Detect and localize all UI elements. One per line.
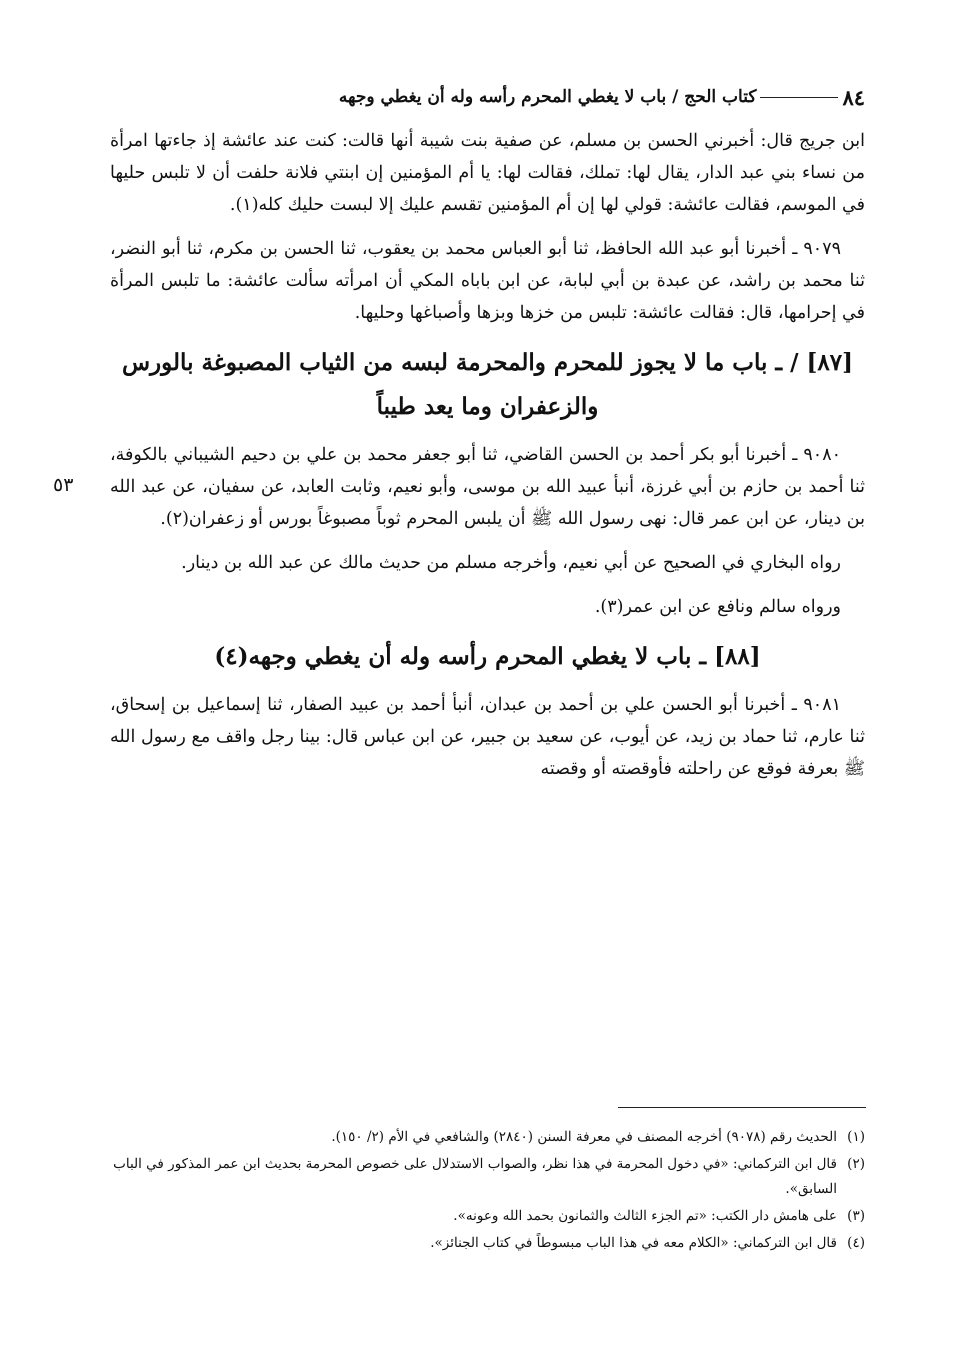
running-header xyxy=(95,82,865,112)
footnote-text: على هامش دار الكتب: «تم الجزء الثالث والثمانون بحمد الله وعونه». xyxy=(453,1208,837,1224)
hadith-9079: ٩٠٧٩ ـ أخبرنا أبو عبد الله الحافظ، ثنا أبو العباس محمد بن يعقوب، ثنا الحسن بن مكرم، ثنا أبو النضر، ثنا محمد بن راشد، عن عبدة بن أبي لبابة، عن ابن باباه المكي أن امرأته سألت عائشة: ما تلبس المرأة في إحرامها، قال: فقالت عائشة: تلبس من خزها وبزها وأصباغها وحليها. xyxy=(110,239,865,323)
chapter-heading-87: [٨٧] / ـ باب ما لا يجوز للمحرم والمحرمة لبسه من الثياب المصبوغة بالورس والزعفران وما يعد طيباً xyxy=(121,349,854,420)
footnote-separator xyxy=(618,1107,866,1108)
footnote-text: الحديث رقم (٩٠٧٨) أخرجه المصنف في معرفة السنن (٢٨٤٠) والشافعي في الأم (٢/ ١٥٠). xyxy=(331,1129,837,1145)
header-title: كتاب الحج / باب لا يغطي المحرم رأسه وله أن يغطي وجهه xyxy=(338,87,757,107)
footnote-text: قال ابن التركماني: «في دخول المحرمة في هذا نظر، والصواب الاستدلال على خصوص المحرمة بحديث ابن عمر المذكور في الباب السابق». xyxy=(113,1156,837,1197)
paragraph: ابن جريج قال: أخبرني الحسن بن مسلم، عن صفية بنت شيبة أنها قالت: كنت عند عائشة إذ جاءتها امرأة من نساء بني عبد الدار، يقال لها: تملك، فقالت لها: يا أم المؤمنين إن ابنتي فلانة حلفت أن لا تلبس حليها في الموسم، فقالت عائشة: قولي لها إن أم المؤمنين تقسم عليك إلا لبست حليك كله(١). xyxy=(110,131,865,215)
page-number: ٨٤ xyxy=(842,84,865,110)
paragraph: ورواه سالم ونافع عن ابن عمر(٣). xyxy=(594,597,841,617)
footnote xyxy=(110,1231,865,1256)
footnote-number: (١) xyxy=(847,1129,865,1145)
hadith-9081: ٩٠٨١ ـ أخبرنا أبو الحسن علي بن أحمد بن عبدان، أنبأ أحمد بن عبيد الصفار، ثنا إسماعيل بن إسحاق، ثنا عارم، ثنا حماد بن زيد، عن أيوب، عن سعيد بن جبير، عن ابن عباس قال: بينا رجل واقف مع رسول الله ﷺ بعرفة فوقع عن راحلته فأوقصته أو وقصته xyxy=(110,695,865,779)
footnote xyxy=(110,1125,865,1150)
footnote-number: (٢) xyxy=(847,1156,865,1172)
header-rule xyxy=(760,97,838,98)
footnote xyxy=(110,1152,865,1202)
chapter-heading-88: [٨٨] ـ باب لا يغطي المحرم رأسه وله أن يغطي وجهه(٤) xyxy=(214,643,761,670)
margin-page-note: ٥٣ xyxy=(53,474,74,496)
main-text xyxy=(110,125,865,797)
footnote-number: (٤) xyxy=(847,1235,865,1251)
footnotes xyxy=(110,1125,865,1258)
paragraph: رواه البخاري في الصحيح عن أبي نعيم، وأخرجه مسلم من حديث مالك عن عبد الله بن دينار. xyxy=(181,553,841,573)
hadith-9080: ٩٠٨٠ ـ أخبرنا أبو بكر أحمد بن الحسن القاضي، ثنا أبو جعفر محمد بن علي بن دحيم الشيباني بالكوفة، ثنا أحمد بن حازم بن أبي غرزة، أنبأ عبيد الله بن موسى، وأبو نعيم، وثابت العابد، عن سفيان، عن عبد الله بن دينار، عن ابن عمر قال: نهى رسول الله ﷺ أن يلبس المحرم ثوباً مصبوغاً بورس أو زعفران(٢). xyxy=(110,445,865,529)
footnote-text: قال ابن التركماني: «الكلام معه في هذا الباب مبسوطاً في كتاب الجنائز». xyxy=(430,1235,837,1251)
footnote-number: (٣) xyxy=(847,1208,865,1224)
footnote xyxy=(110,1204,865,1229)
